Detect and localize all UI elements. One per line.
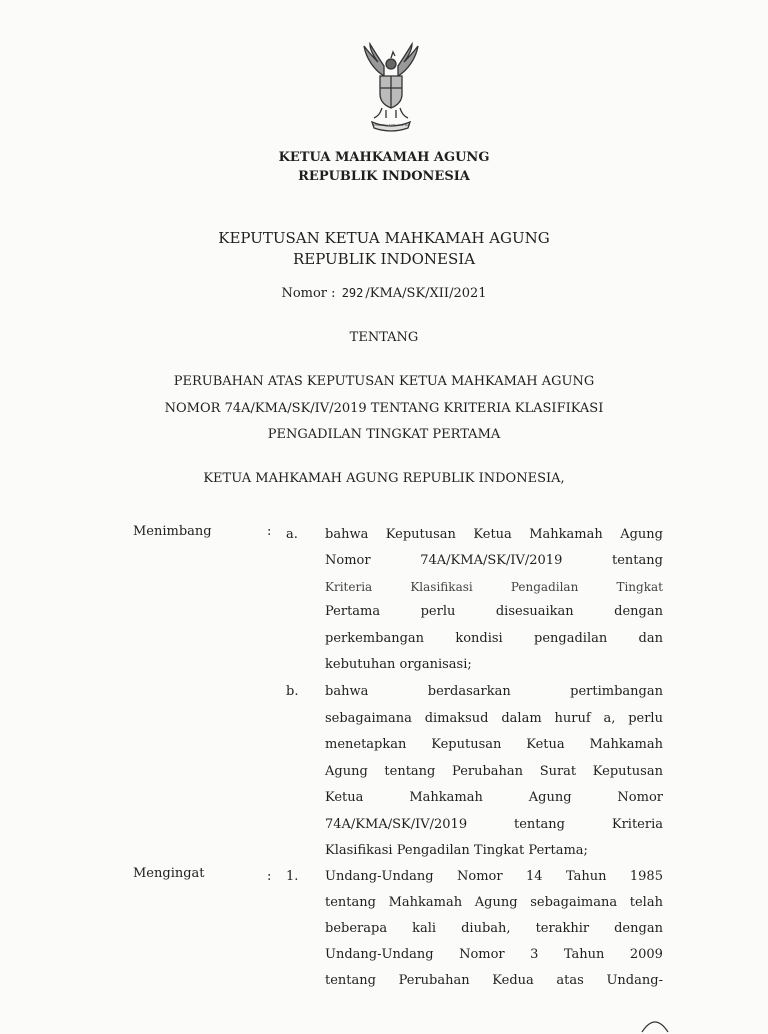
mengingat-1-text-word: Agung	[474, 895, 518, 910]
mengingat-1-text-word: 1985	[629, 869, 663, 884]
menimbang-b-text-word: Keputusan	[431, 737, 502, 752]
menimbang-b-text-word: menetapkan	[325, 737, 407, 752]
menimbang-a-text-word: 74A/KMA/SK/IV/2019	[420, 553, 563, 568]
menimbang-a-text-word: pengadilan	[534, 631, 608, 646]
menimbang-marker-b: b.	[286, 684, 299, 699]
menimbang-label: Menimbang	[133, 524, 212, 539]
institution-line1: KETUA MAHKAMAH AGUNG	[278, 150, 490, 165]
menimbang-colon: :	[267, 524, 272, 539]
menimbang-a-text-word: Tingkat	[616, 580, 663, 594]
menimbang-a-text-word: Pengadilan	[510, 580, 579, 594]
menimbang-b-text-word: sebagaimana	[325, 711, 412, 726]
mengingat-1-text-word: diubah,	[461, 921, 511, 936]
mengingat-1-text-word: Tahun	[565, 869, 607, 884]
menimbang-b-text-word: pertimbangan	[570, 684, 663, 699]
mengingat-1-text-word: 3	[530, 947, 539, 962]
menimbang-a-text-word: perlu	[420, 604, 456, 619]
menimbang-a-text-word: bahwa	[325, 527, 369, 542]
initial-stamp-icon	[640, 1014, 670, 1034]
menimbang-b-text-word: perlu	[628, 711, 663, 726]
menimbang-b-line6	[325, 817, 663, 832]
mengingat-1-text-word: dengan	[614, 921, 663, 936]
mengingat-1-text-word: Undang-Undang	[325, 869, 434, 884]
subject-line3: PENGADILAN TINGKAT PERTAMA	[267, 427, 501, 442]
menimbang-b-text-word: dalam	[501, 711, 542, 726]
menimbang-a-line4	[325, 604, 663, 619]
mengingat-1-line3	[325, 921, 663, 936]
menimbang-b-line4	[325, 764, 663, 779]
menimbang-b-line5	[325, 790, 663, 805]
mengingat-1-text-word: beberapa	[325, 921, 388, 936]
menimbang-b-text-word: huruf	[554, 711, 591, 726]
menimbang-a-text-word: Nomor	[325, 553, 371, 568]
mengingat-1-text-word: Perubahan	[398, 973, 470, 988]
menimbang-b-line2	[325, 711, 663, 726]
mengingat-1-text-word: telah	[629, 895, 663, 910]
menimbang-a-text-word: Agung	[620, 527, 663, 542]
menimbang-b-text-word: tentang	[384, 764, 436, 779]
mengingat-1-text-word: Undang-	[606, 973, 663, 988]
mengingat-colon: :	[267, 869, 272, 884]
issuer-line: KETUA MAHKAMAH AGUNG REPUBLIK INDONESIA,	[203, 471, 565, 486]
menimbang-b-line7	[325, 843, 663, 858]
menimbang-a-text-word: Ketua	[473, 527, 512, 542]
menimbang-b-text-word: berdasarkan	[427, 684, 511, 699]
mengingat-1-text-word: Undang-Undang	[325, 947, 434, 962]
nomor-label: Nomor :	[281, 286, 336, 301]
menimbang-b-text-word: a,	[603, 711, 616, 726]
mengingat-1-text-word: Mahkamah	[388, 895, 463, 910]
subject-line2: NOMOR 74A/KMA/SK/IV/2019 TENTANG KRITERIA KLASIFIKASI	[164, 401, 604, 416]
menimbang-a-text-word: dengan	[614, 604, 663, 619]
menimbang-a-text-word: disesuaikan	[495, 604, 574, 619]
mengingat-1-line2	[325, 895, 663, 910]
mengingat-1-text-word: terakhir	[535, 921, 590, 936]
menimbang-b-text-word: Agung	[325, 764, 368, 779]
mengingat-1-text-word: atas	[556, 973, 584, 988]
decree-number	[0, 286, 768, 301]
mengingat-label: Mengingat	[133, 866, 205, 881]
menimbang-b-text-word: Ketua	[325, 790, 364, 805]
decree-title-line2: REPUBLIK INDONESIA	[292, 250, 476, 268]
menimbang-b-text-word: Agung	[528, 790, 572, 805]
menimbang-b-text-word: 74A/KMA/SK/IV/2019	[325, 817, 468, 832]
mengingat-1-text-word: Kedua	[492, 973, 534, 988]
decree-title-line1: KEPUTUSAN KETUA MAHKAMAH AGUNG	[218, 229, 550, 247]
menimbang-b-text-word: Mahkamah	[589, 737, 663, 752]
menimbang-b-line3	[325, 737, 663, 752]
mengingat-1-text-word: tentang	[325, 973, 376, 988]
mengingat-1-line1	[325, 869, 663, 884]
menimbang-a-text: kebutuhan organisasi;	[325, 657, 472, 672]
mengingat-1-text-word: Nomor	[459, 947, 505, 962]
menimbang-a-text-word: Kriteria	[325, 580, 373, 594]
menimbang-b-text-word: Perubahan	[452, 764, 524, 779]
mengingat-marker-1: 1.	[286, 869, 299, 884]
nomor-suffix: /KMA/SK/XII/2021	[365, 286, 487, 301]
menimbang-a-line6	[325, 657, 663, 672]
menimbang-marker-a: a.	[286, 527, 298, 542]
mengingat-1-text-word: 2009	[629, 947, 663, 962]
mengingat-1-text-word: Nomor	[457, 869, 503, 884]
menimbang-b-text-word: Surat	[539, 764, 577, 779]
menimbang-a-line1	[325, 527, 663, 542]
menimbang-a-text-word: tentang	[612, 553, 663, 568]
menimbang-a-line2	[325, 553, 663, 568]
mengingat-1-line4	[325, 947, 663, 962]
mengingat-1-text-word: tentang	[325, 895, 376, 910]
menimbang-a-text-word: perkembangan	[325, 631, 425, 646]
menimbang-b-text-word: Mahkamah	[409, 790, 483, 805]
menimbang-a-text-word: kondisi	[455, 631, 503, 646]
subject-line1: PERUBAHAN ATAS KEPUTUSAN KETUA MAHKAMAH AGUNG	[173, 374, 595, 389]
menimbang-b-line1	[325, 684, 663, 699]
mengingat-1-line5	[325, 973, 663, 988]
menimbang-a-text-word: Mahkamah	[529, 527, 603, 542]
tentang-heading: TENTANG	[349, 330, 419, 345]
menimbang-b-text-word: Kriteria	[611, 817, 663, 832]
emblem-motto: BHINNEKA TUNGGAL IKA	[372, 123, 410, 127]
institution-line2: REPUBLIK INDONESIA	[298, 169, 470, 184]
menimbang-b-text-word: Nomor	[617, 790, 663, 805]
menimbang-a-text-word: Klasifikasi	[410, 580, 473, 594]
mengingat-1-text-word: sebagaimana	[530, 895, 618, 910]
menimbang-b-text-word: tentang	[514, 817, 565, 832]
menimbang-b-text-word: dimaksud	[424, 711, 489, 726]
menimbang-b-text-word: Ketua	[526, 737, 565, 752]
menimbang-b-text-word: bahwa	[325, 684, 369, 699]
menimbang-b-text: Klasifikasi Pengadilan Tingkat Pertama;	[325, 843, 588, 858]
menimbang-a-line3	[325, 580, 663, 594]
nomor-number: 292	[341, 286, 364, 300]
menimbang-a-text-word: Pertama	[325, 604, 381, 619]
menimbang-a-text-word: dan	[638, 631, 663, 646]
menimbang-b-text-word: Keputusan	[592, 764, 663, 779]
mengingat-1-text-word: 14	[525, 869, 543, 884]
menimbang-a-line5	[325, 631, 663, 646]
menimbang-a-text-word: Keputusan	[385, 527, 456, 542]
mengingat-1-text-word: kali	[412, 921, 437, 936]
mengingat-1-text-word: Tahun	[563, 947, 605, 962]
